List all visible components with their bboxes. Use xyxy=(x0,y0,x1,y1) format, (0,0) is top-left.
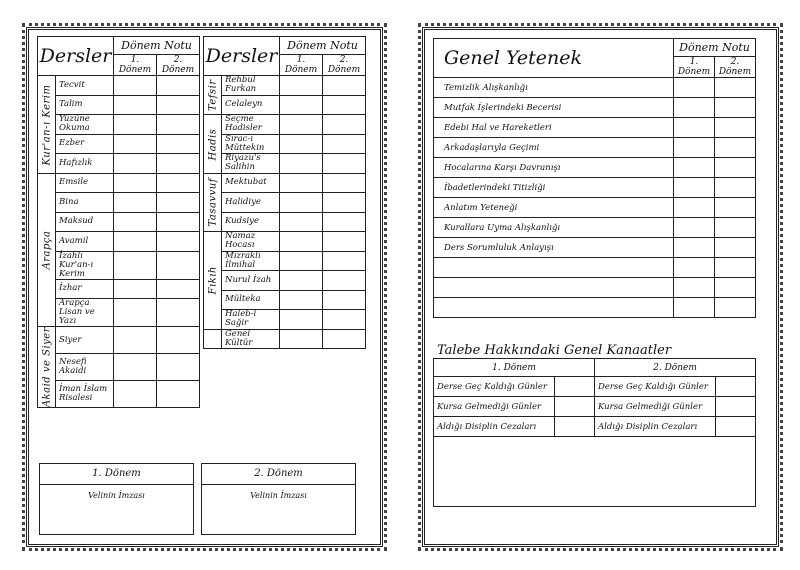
grade-cell-term1[interactable] xyxy=(674,278,715,298)
grade-cell-term1[interactable] xyxy=(280,232,323,252)
skill-name: Temizlik Alışkanlığı xyxy=(434,78,674,98)
skill-name xyxy=(434,258,674,278)
grade-cell-term1[interactable] xyxy=(674,98,715,118)
term2-header: 2. Dönem xyxy=(595,359,756,377)
grade-cell-term1[interactable] xyxy=(280,329,323,349)
grade-cell-term1[interactable] xyxy=(114,381,157,408)
grade-cell-term2[interactable] xyxy=(323,251,366,271)
group-label: Kur'an-ı Kerim xyxy=(38,76,56,174)
lesson-name: Hafızlık xyxy=(56,154,114,174)
grade-cell-term2[interactable] xyxy=(715,218,756,238)
opinion-value-term1[interactable] xyxy=(555,397,595,417)
table-row xyxy=(38,251,200,279)
grade-cell-term2[interactable] xyxy=(157,212,200,232)
notes-area[interactable] xyxy=(434,437,756,507)
table-row xyxy=(204,115,366,135)
lesson-name: Ezber xyxy=(56,134,114,154)
grade-header: Dönem Notu xyxy=(114,37,200,55)
term1-header: 1. Dönem xyxy=(280,55,323,76)
grade-cell-term1[interactable] xyxy=(280,154,323,174)
grade-cell-term2[interactable] xyxy=(157,193,200,213)
table-title: Dersler xyxy=(204,37,280,76)
skill-name: İbadetlerindeki Titizliği xyxy=(434,178,674,198)
skill-name: Kurallara Uyma Alışkanlığı xyxy=(434,218,674,238)
grade-cell-term2[interactable] xyxy=(715,158,756,178)
grade-cell-term2[interactable] xyxy=(157,115,200,135)
signature-label: Velinin İmzası xyxy=(88,491,145,500)
opinion-label-term1: Aldığı Disiplin Cezaları xyxy=(434,417,555,437)
grade-cell-term2[interactable] xyxy=(323,193,366,213)
lesson-name: Riyazu's Salihin xyxy=(222,154,280,174)
opinion-label-term1: Derse Geç Kaldığı Günler xyxy=(434,377,555,397)
skill-name: Anlatım Yeteneği xyxy=(434,198,674,218)
group-label: Tefsir xyxy=(204,76,222,115)
grade-cell-term1[interactable] xyxy=(114,193,157,213)
grade-cell-term2[interactable] xyxy=(323,134,366,154)
lesson-name: İzahlı Kur'an-ı Kerim xyxy=(56,251,114,279)
grade-cell-term2[interactable] xyxy=(157,299,200,327)
term1-header: 1. Dönem xyxy=(114,55,157,76)
table-row xyxy=(38,134,200,154)
grade-cell-term1[interactable] xyxy=(674,218,715,238)
table-row xyxy=(38,173,200,193)
opinion-label-term1: Kursa Gelmediği Günler xyxy=(434,397,555,417)
grade-cell-term2[interactable] xyxy=(715,98,756,118)
lesson-name: Kudsiye xyxy=(222,212,280,232)
lessons-table-1 xyxy=(37,36,200,408)
grade-cell-term1[interactable] xyxy=(114,251,157,279)
grade-cell-term1[interactable] xyxy=(280,251,323,271)
lesson-name: Tecvit xyxy=(56,76,114,96)
table-row xyxy=(434,258,756,278)
skill-name: Edebi Hal ve Hareketleri xyxy=(434,118,674,138)
opinions-table xyxy=(433,358,756,507)
opinion-value-term2[interactable] xyxy=(716,377,756,397)
skill-name: Ders Sorumluluk Anlayışı xyxy=(434,238,674,258)
group-label xyxy=(204,329,222,349)
grade-cell-term1[interactable] xyxy=(674,198,715,218)
table-title: Dersler xyxy=(38,37,114,76)
term2-header: 2. Dönem xyxy=(323,55,366,76)
lesson-name: Namaz Hocası xyxy=(222,232,280,252)
grade-cell-term2[interactable] xyxy=(715,178,756,198)
blank-area xyxy=(434,437,756,507)
table-row xyxy=(38,115,200,135)
opinion-value-term1[interactable] xyxy=(555,377,595,397)
grade-cell-term2[interactable] xyxy=(157,95,200,115)
grade-header: Dönem Notu xyxy=(280,37,366,55)
lesson-name: Haleb-i Sağir xyxy=(222,310,280,330)
table-row xyxy=(434,417,756,437)
grade-cell-term1[interactable] xyxy=(280,310,323,330)
table-row xyxy=(38,299,200,327)
table-row xyxy=(204,95,366,115)
skill-name xyxy=(434,278,674,298)
grade-cell-term2[interactable] xyxy=(157,76,200,96)
grade-cell-term1[interactable] xyxy=(280,76,323,96)
table-row xyxy=(204,193,366,213)
grade-cell-term2[interactable] xyxy=(157,279,200,299)
signature-box-term1 xyxy=(39,463,194,535)
grade-cell-term1[interactable] xyxy=(674,298,715,318)
grade-cell-term1[interactable] xyxy=(674,158,715,178)
group-label: Arapça xyxy=(38,173,56,327)
table-row xyxy=(204,271,366,291)
term2-header: 2. Dönem xyxy=(157,55,200,76)
grade-cell-term1[interactable] xyxy=(280,290,323,310)
skills-title: Genel Yetenek xyxy=(434,39,674,78)
grade-cell-term2[interactable] xyxy=(323,95,366,115)
grade-cell-term1[interactable] xyxy=(674,118,715,138)
lesson-name: Nurul İzah xyxy=(222,271,280,291)
term2-header: 2. Dönem xyxy=(715,57,756,78)
grade-cell-term1[interactable] xyxy=(280,95,323,115)
grade-cell-term1[interactable] xyxy=(114,95,157,115)
grade-cell-term2[interactable] xyxy=(323,232,366,252)
table-row xyxy=(38,381,200,408)
group-label: Tasavvuf xyxy=(204,173,222,232)
opinions-title: Talebe Hakkındaki Genel Kanaatler xyxy=(437,343,672,358)
table-row xyxy=(434,218,756,238)
skill-name: Mutfak İşlerindeki Becerisi xyxy=(434,98,674,118)
table-row xyxy=(204,290,366,310)
grade-cell-term2[interactable] xyxy=(323,115,366,135)
group-label: Hadis xyxy=(204,115,222,174)
grade-cell-term1[interactable] xyxy=(280,271,323,291)
lesson-name: Siyer xyxy=(56,327,114,354)
grade-cell-term1[interactable] xyxy=(114,115,157,135)
grade-cell-term2[interactable] xyxy=(715,138,756,158)
grade-cell-term1[interactable] xyxy=(114,154,157,174)
term1-header: 1. Dönem xyxy=(434,359,595,377)
grade-cell-term2[interactable] xyxy=(157,154,200,174)
opinion-label-term2: Kursa Gelmediği Günler xyxy=(595,397,716,417)
signature-box-term2 xyxy=(201,463,356,535)
grade-cell-term2[interactable] xyxy=(323,271,366,291)
lesson-name: Nesefi Akaidi xyxy=(56,354,114,381)
right-page xyxy=(422,27,779,547)
table-row xyxy=(204,232,366,252)
grade-cell-term1[interactable] xyxy=(674,238,715,258)
lesson-name: Arapça Lisan ve Yazı xyxy=(56,299,114,327)
grade-cell-term1[interactable] xyxy=(280,173,323,193)
lesson-name: Avamil xyxy=(56,232,114,252)
table-row xyxy=(38,212,200,232)
grade-cell-term1[interactable] xyxy=(280,115,323,135)
lessons-table-2 xyxy=(203,36,366,349)
table-row xyxy=(204,310,366,330)
lesson-name: İman İslam Risalesi xyxy=(56,381,114,408)
grade-cell-term1[interactable] xyxy=(114,279,157,299)
table-row xyxy=(38,232,200,252)
grade-cell-term2[interactable] xyxy=(715,118,756,138)
table-row xyxy=(38,193,200,213)
table-row xyxy=(434,238,756,258)
grade-cell-term2[interactable] xyxy=(323,329,366,349)
lesson-name: Yüzüne Okuma xyxy=(56,115,114,135)
table-row xyxy=(204,212,366,232)
grade-header: Dönem Notu xyxy=(674,39,756,57)
grade-cell-term1[interactable] xyxy=(114,76,157,96)
table-row xyxy=(204,329,366,349)
table-row xyxy=(38,327,200,354)
lesson-name: Mektubat xyxy=(222,173,280,193)
lesson-name: Celaleyn xyxy=(222,95,280,115)
signature-label: Velinin İmzası xyxy=(250,491,307,500)
grade-cell-term2[interactable] xyxy=(157,354,200,381)
table-row xyxy=(38,354,200,381)
table-row xyxy=(434,278,756,298)
table-row xyxy=(38,154,200,174)
opinion-label-term2: Aldığı Disiplin Cezaları xyxy=(595,417,716,437)
table-row xyxy=(204,154,366,174)
grade-cell-term1[interactable] xyxy=(280,134,323,154)
grade-cell-term2[interactable] xyxy=(715,298,756,318)
table-row xyxy=(38,279,200,299)
grade-cell-term2[interactable] xyxy=(323,212,366,232)
lesson-name: Bina xyxy=(56,193,114,213)
table-row xyxy=(38,95,200,115)
table-row xyxy=(434,138,756,158)
table-row xyxy=(434,98,756,118)
grade-cell-term1[interactable] xyxy=(674,138,715,158)
grade-cell-term2[interactable] xyxy=(157,381,200,408)
lesson-name: Sırac-ı Müttekin xyxy=(222,134,280,154)
grade-cell-term2[interactable] xyxy=(715,78,756,98)
opinion-value-term2[interactable] xyxy=(716,397,756,417)
opinion-value-term1[interactable] xyxy=(555,417,595,437)
grade-cell-term1[interactable] xyxy=(114,327,157,354)
signature-term-label: 1. Dönem xyxy=(40,464,193,485)
grade-cell-term1[interactable] xyxy=(114,299,157,327)
grade-cell-term1[interactable] xyxy=(114,232,157,252)
grade-cell-term1[interactable] xyxy=(280,212,323,232)
grade-cell-term2[interactable] xyxy=(715,278,756,298)
lesson-name: Rehbul Furkan xyxy=(222,76,280,96)
grade-cell-term2[interactable] xyxy=(323,154,366,174)
grade-cell-term1[interactable] xyxy=(674,258,715,278)
term1-header: 1. Dönem xyxy=(674,57,715,78)
grade-cell-term2[interactable] xyxy=(157,134,200,154)
grade-cell-term1[interactable] xyxy=(114,134,157,154)
table-row xyxy=(434,377,756,397)
lesson-name: Emsile xyxy=(56,173,114,193)
grade-cell-term1[interactable] xyxy=(280,193,323,213)
table-row xyxy=(434,397,756,417)
left-page xyxy=(26,27,383,547)
opinion-label-term2: Derse Geç Kaldığı Günler xyxy=(595,377,716,397)
grade-cell-term2[interactable] xyxy=(323,290,366,310)
lesson-name: İzhar xyxy=(56,279,114,299)
grade-cell-term2[interactable] xyxy=(715,258,756,278)
grade-cell-term1[interactable] xyxy=(114,354,157,381)
grade-cell-term2[interactable] xyxy=(157,251,200,279)
grade-cell-term2[interactable] xyxy=(323,76,366,96)
lesson-name: Seçme Hadisler xyxy=(222,115,280,135)
skill-name: Arkadaşlarıyla Geçimi xyxy=(434,138,674,158)
lesson-name: Mülteka xyxy=(222,290,280,310)
table-row xyxy=(434,298,756,318)
skill-name: Hocalarına Karşı Davranışı xyxy=(434,158,674,178)
table-row xyxy=(204,76,366,96)
grade-cell-term2[interactable] xyxy=(157,173,200,193)
lesson-name: Genel Kültür xyxy=(222,329,280,349)
grade-cell-term2[interactable] xyxy=(323,173,366,193)
table-row xyxy=(204,173,366,193)
grade-cell-term2[interactable] xyxy=(323,310,366,330)
grade-cell-term2[interactable] xyxy=(715,238,756,258)
grade-cell-term2[interactable] xyxy=(157,232,200,252)
grade-cell-term1[interactable] xyxy=(674,178,715,198)
lesson-name: Mızraklı İlmihal xyxy=(222,251,280,271)
table-row xyxy=(38,76,200,96)
grade-cell-term1[interactable] xyxy=(114,212,157,232)
group-label: Akaid ve Siyer xyxy=(38,327,56,408)
grade-cell-term2[interactable] xyxy=(157,327,200,354)
table-row xyxy=(204,251,366,271)
table-row xyxy=(434,78,756,98)
table-row xyxy=(204,134,366,154)
grade-cell-term1[interactable] xyxy=(674,78,715,98)
table-row xyxy=(434,198,756,218)
skill-name xyxy=(434,298,674,318)
table-row xyxy=(434,178,756,198)
table-row xyxy=(434,118,756,138)
table-row xyxy=(434,158,756,178)
lesson-name: Talim xyxy=(56,95,114,115)
lesson-name: Maksud xyxy=(56,212,114,232)
skills-table xyxy=(433,38,756,318)
signature-term-label: 2. Dönem xyxy=(202,464,355,485)
grade-cell-term2[interactable] xyxy=(715,198,756,218)
group-label: Fıkıh xyxy=(204,232,222,330)
lesson-name: Halidiye xyxy=(222,193,280,213)
grade-cell-term1[interactable] xyxy=(114,173,157,193)
opinion-value-term2[interactable] xyxy=(716,417,756,437)
